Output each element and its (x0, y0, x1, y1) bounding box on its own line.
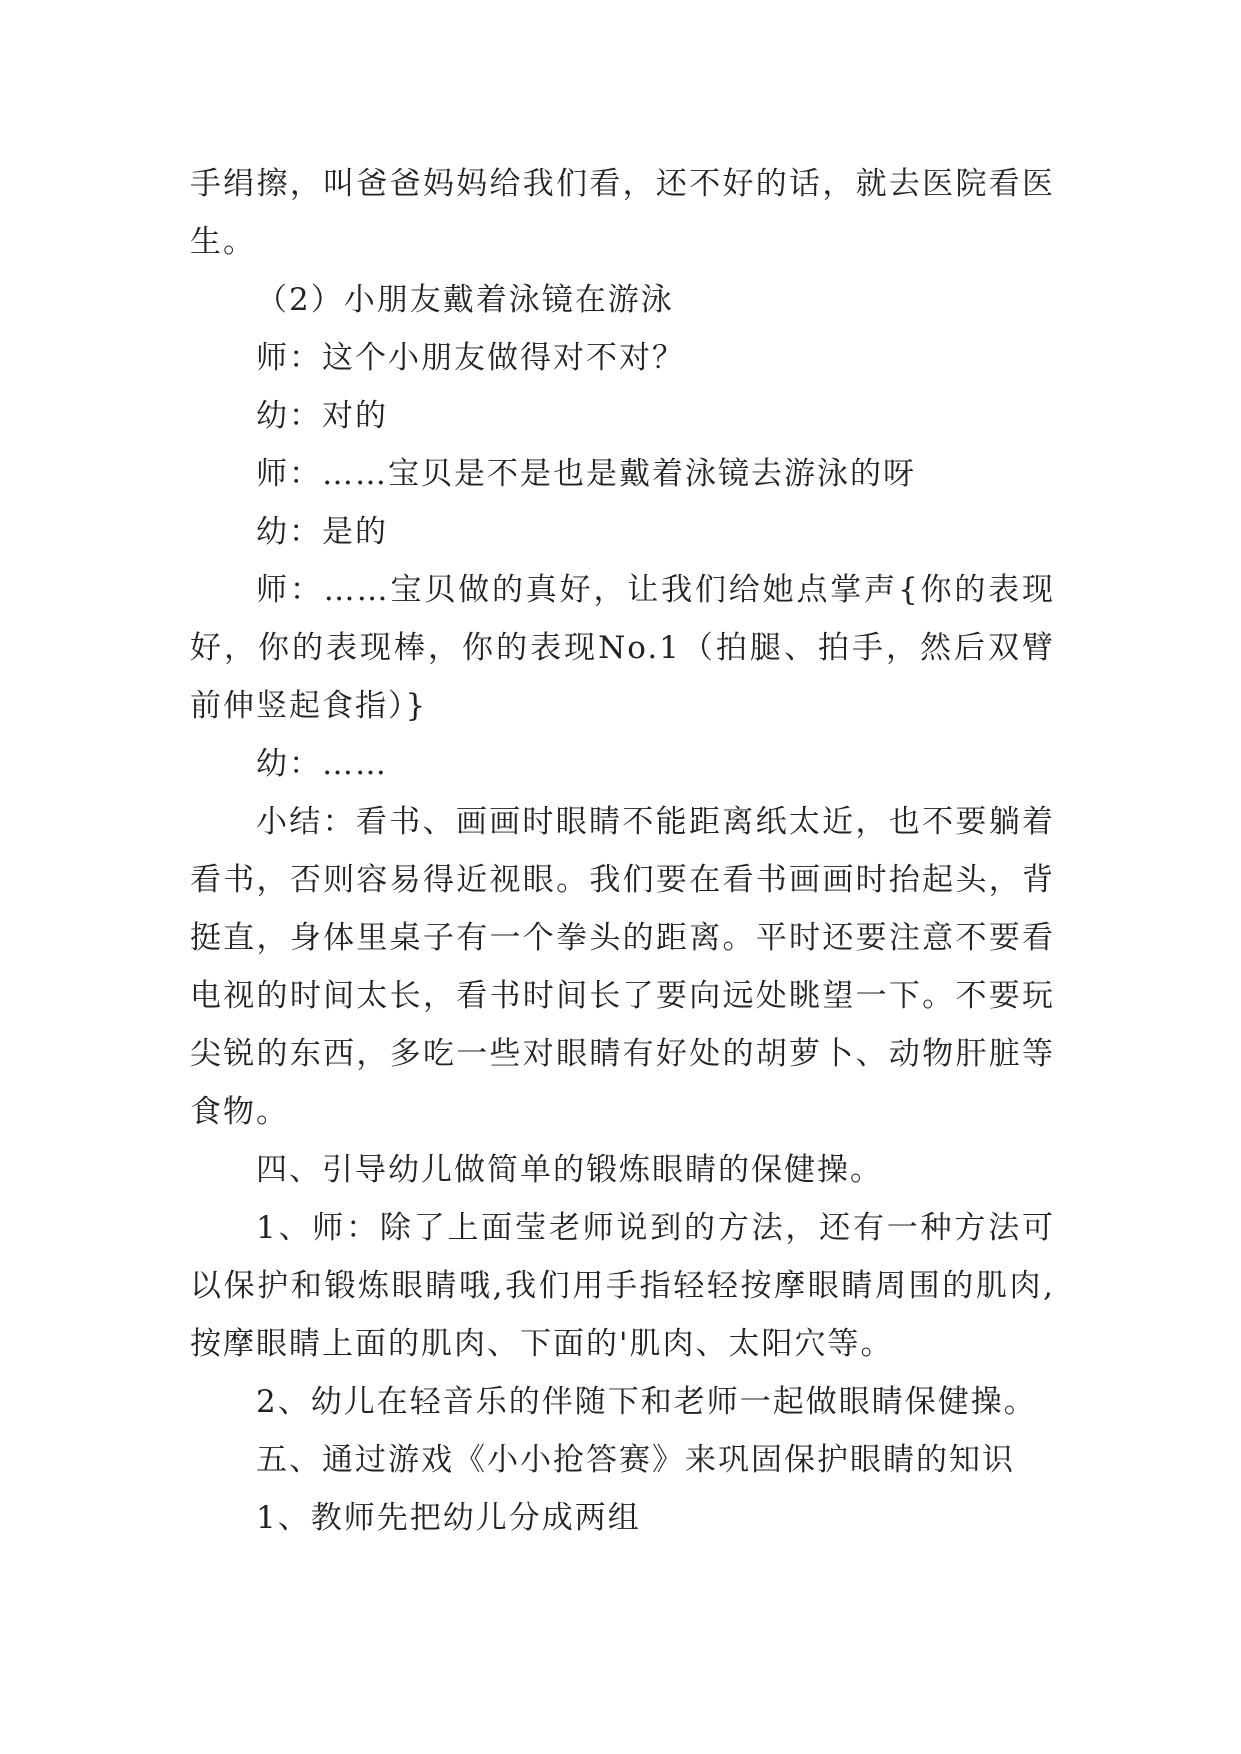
paragraph-child-answer: 幼：对的 (256, 398, 388, 434)
document-body (190, 155, 1055, 1547)
paragraph-step-1: 1、师：除了上面莹老师说到的方法，还有一种方法可以保护和锻炼眼睛哦,我们用手指轻轻按摩眼睛周围的肌肉,按摩眼睛上面的肌肉、下面的'肌肉、太阳穴等。 (190, 1210, 1055, 1362)
paragraph-step-2: 2、幼儿在轻音乐的伴随下和老师一起做眼睛保健操。 (256, 1384, 1037, 1420)
paragraph-child-ellipsis: 幼：…… (256, 746, 388, 782)
paragraph-teacher-praise: 师：……宝贝做的真好，让我们给她点掌声{你的表现好，你的表现棒，你的表现No.1（拍腿、拍手，然后双臂前伸竖起食指）} (190, 572, 1055, 724)
paragraph-teacher-followup: 师：……宝贝是不是也是戴着泳镜去游泳的呀 (256, 456, 916, 492)
paragraph-game-step-1: 1、教师先把幼儿分成两组 (256, 1500, 641, 1536)
paragraph-child-reply: 幼：是的 (256, 514, 388, 550)
section-heading-four: 四、引导幼儿做简单的锻炼眼睛的保健操。 (256, 1152, 883, 1188)
section-heading-five: 五、通过游戏《小小抢答赛》来巩固保护眼睛的知识 (256, 1442, 1015, 1478)
paragraph-teacher-question: 师：这个小朋友做得对不对？ (256, 340, 685, 376)
paragraph-scene-2-heading: （2）小朋友戴着泳镜在游泳 (256, 282, 674, 318)
paragraph-continuation: 手绢擦，叫爸爸妈妈给我们看，还不好的话，就去医院看医生。 (190, 166, 1055, 260)
paragraph-summary: 小结：看书、画画时眼睛不能距离纸太近，也不要躺着看书，否则容易得近视眼。我们要在看书画画时抬起头，背挺直，身体里桌子有一个拳头的距离。平时还要注意不要看电视的时间太长，看书时间长了要向远处眺望一下。不要玩尖锐的东西，多吃一些对眼睛有好处的胡萝卜、动物肝脏等食物。 (190, 804, 1055, 1130)
